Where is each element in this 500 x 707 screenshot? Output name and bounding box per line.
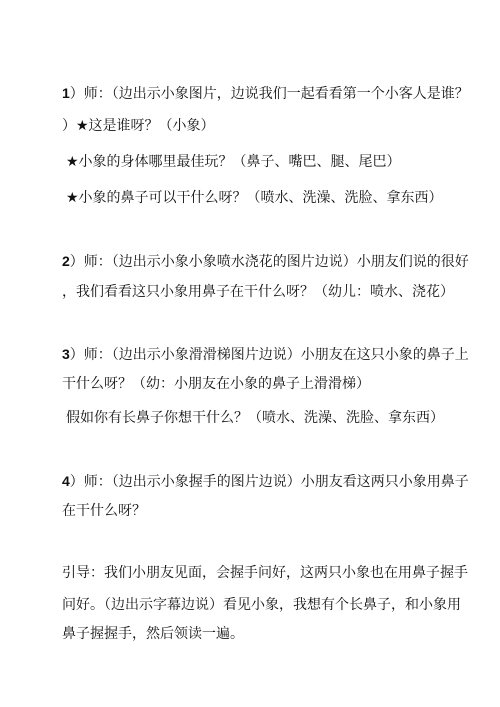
p8-line-3: 鼻子握握手，然后领读一遍。 — [62, 626, 244, 642]
p4-number: 2 — [62, 253, 70, 269]
p1-line-1: 1）师：（边出示小象图片，边说我们一起看看第一个小客人是谁？ — [62, 85, 469, 102]
p4-line-2: ，我们看看这只小象用鼻子在干什么呀？（幼儿：喷水、浇花） — [62, 284, 454, 300]
p4-line-1: 2）师：（边出示小象小象喷水浇花的图片边说）小朋友们说的很好 — [62, 253, 469, 270]
p8-line-1: 引导：我们小朋友见面，会握手问好，这两只小象也在用鼻子握手 — [62, 565, 468, 581]
p7-line-1: 4）师：（边出示小象握手的图片边说）小朋友看这两只小象用鼻子 — [62, 473, 469, 490]
p5-number: 3 — [62, 346, 70, 362]
p7-line-2: 在干什么呀？ — [62, 503, 146, 519]
p7-number: 4 — [62, 473, 70, 489]
p5-line-2: 干什么呀？（幼：小朋友在小象的鼻子上滑滑梯） — [62, 376, 370, 392]
p1-number: 1 — [62, 85, 70, 101]
p1-line-2: ）★这是谁呀？（小象） — [62, 118, 215, 134]
p8-line-2: 问好。（边出示字幕边说）看见小象，我想有个长鼻子，和小象用 — [62, 597, 461, 613]
p2-line-1: ★小象的身体哪里最佳玩？（鼻子、嘴巴、腿、尾巴） — [66, 154, 401, 170]
p3-line-1: ★小象的鼻子可以干什么呀？（喷水、洗澡、洗脸、拿东西） — [66, 190, 443, 206]
p6-line-1: 假如你有长鼻子你想干什么？（喷水、洗澡、洗脸、拿东西） — [66, 410, 444, 426]
p5-line-1: 3）师：（边出示小象滑滑梯图片边说）小朋友在这只小象的鼻子上 — [62, 346, 469, 363]
